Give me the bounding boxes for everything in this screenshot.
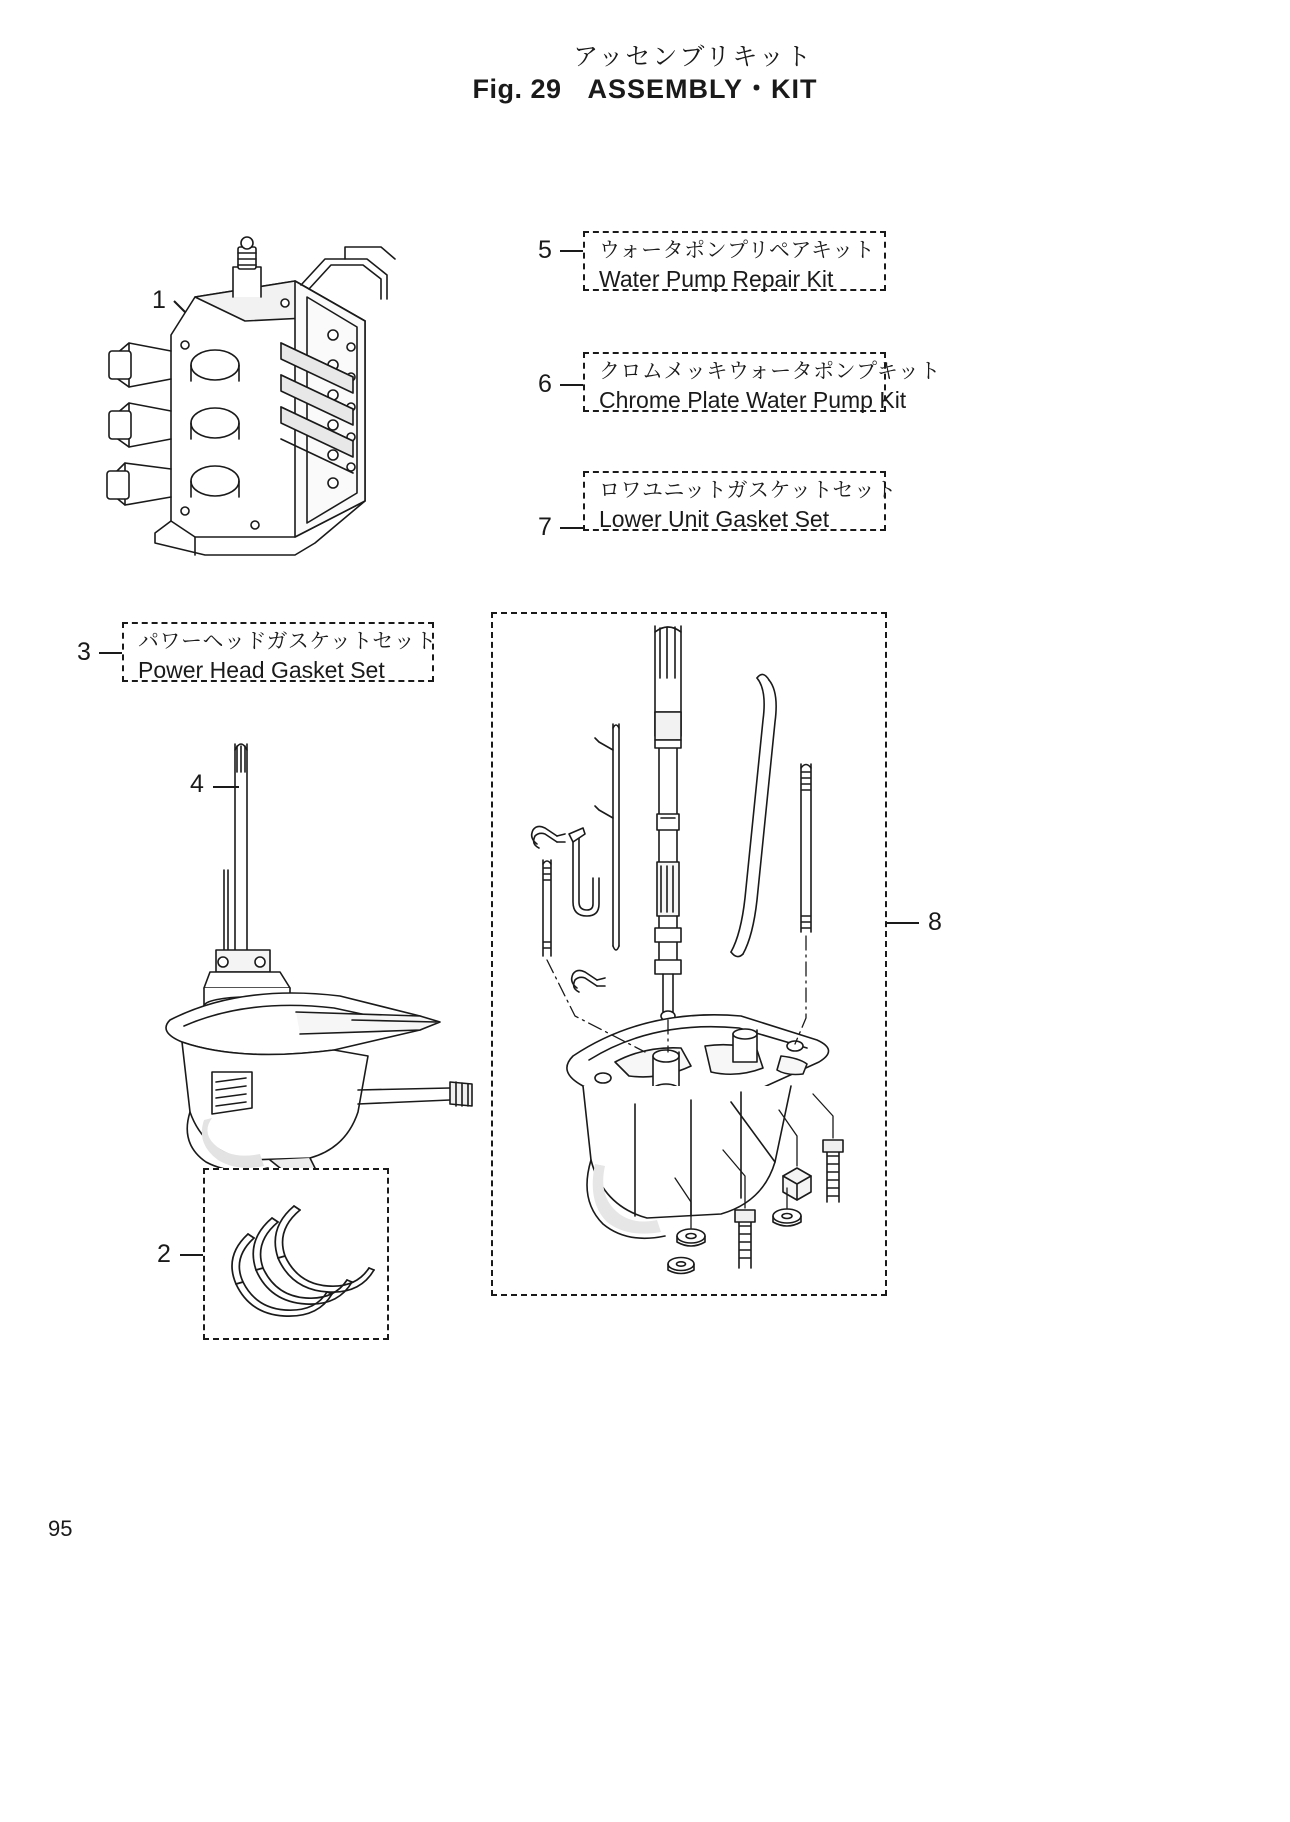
title-japanese: アッセンブリキット (573, 43, 813, 71)
callout-4: 4 (190, 770, 204, 798)
callout-5-leader (560, 250, 584, 252)
callout-8: 8 (928, 908, 942, 936)
callout-7: 7 (538, 513, 552, 541)
page-number: 95 (48, 1516, 73, 1541)
kit-label-en: Lower Unit Gasket Set (599, 505, 830, 532)
kit-label-jp: パワーヘッドガスケットセット (138, 630, 437, 653)
callout-3: 3 (77, 638, 91, 666)
kit-box-chrome-plate-water-pump-kit[interactable] (583, 352, 941, 413)
kit-box-lower-unit-gasket-set[interactable] (583, 471, 897, 532)
kit-label-en: Power Head Gasket Set (138, 656, 385, 683)
page-title (0, 42, 1290, 107)
piston-ring-set-drawing (210, 1172, 386, 1336)
kit-label-jp: クロムメッキウォータポンプキット (599, 360, 941, 383)
callout-2-leader (180, 1254, 204, 1256)
power-head-assembly-drawing (95, 225, 465, 575)
callout-6: 6 (538, 370, 552, 398)
kit-label-jp: ウォータポンプリペアキット (599, 239, 876, 262)
kit-label-en: Water Pump Repair Kit (599, 265, 834, 292)
callout-7-leader (560, 527, 584, 529)
callout-1: 1 (152, 286, 166, 314)
lower-unit-gearcase-drawing (120, 720, 520, 1180)
callout-2: 2 (157, 1240, 171, 1268)
kit-box-water-pump-repair-kit[interactable] (583, 231, 886, 291)
kit-box-power-head-gasket-set[interactable] (122, 622, 437, 683)
figure-number: Fig. 29 (472, 74, 562, 105)
kit-label-jp: ロワユニットガスケットセット (599, 479, 897, 502)
callout-8-leader (887, 922, 919, 924)
callout-6-leader (560, 384, 584, 386)
lower-unit-exploded-drawing (495, 616, 885, 1292)
callout-3-leader (99, 652, 123, 654)
title-english: ASSEMBLY・KIT (587, 74, 818, 105)
kit-label-en: Chrome Plate Water Pump Kit (599, 386, 907, 413)
callout-5: 5 (538, 236, 552, 264)
